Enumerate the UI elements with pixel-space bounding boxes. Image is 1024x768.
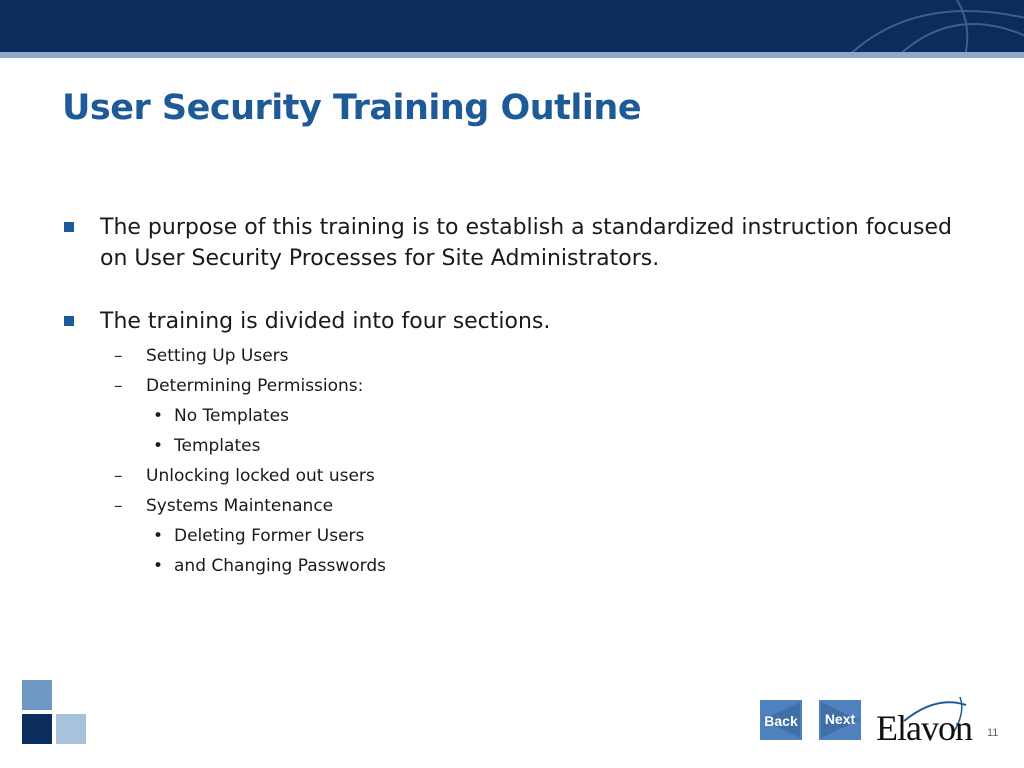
section-item [100, 371, 962, 461]
bullet-text: The training is divided into four sections. [100, 309, 551, 334]
logo-text: Elavon [876, 708, 972, 748]
square-decoration [22, 680, 52, 710]
header-arc-decoration [804, 0, 1024, 52]
section-item [100, 461, 962, 491]
bullet-list [62, 212, 962, 581]
section-item [100, 341, 962, 371]
header-band [0, 0, 1024, 52]
next-button[interactable] [819, 700, 861, 740]
decorative-squares [22, 680, 92, 744]
subsection-list [146, 401, 962, 461]
next-button-label: Next [824, 711, 856, 727]
page-number: 11 [987, 727, 999, 739]
section-label: Unlocking locked out users [146, 466, 375, 486]
dash-marker: – [114, 496, 123, 516]
subsection-list [146, 521, 962, 581]
subsection-item [146, 551, 962, 581]
bullet-text: The purpose of this training is to establish a standardized instruction focused on User Security Processes for Site Administrators. [100, 215, 952, 271]
subsection-item [146, 521, 962, 551]
dash-marker: – [114, 376, 123, 396]
square-bullet-icon [64, 222, 74, 232]
subsection-item [146, 401, 962, 431]
dot-marker: • [153, 436, 164, 456]
section-label: Setting Up Users [146, 346, 289, 366]
bullet-purpose [62, 212, 962, 274]
dot-marker: • [153, 406, 164, 426]
dot-marker: • [153, 556, 164, 576]
section-label: Systems Maintenance [146, 496, 334, 516]
dot-marker: • [153, 526, 164, 546]
header-stripe [0, 52, 1024, 58]
section-list [100, 341, 962, 581]
elavon-logo [874, 695, 979, 748]
subsection-label: Templates [174, 436, 261, 456]
subsection-label: Deleting Former Users [174, 526, 365, 546]
slide-title: User Security Training Outline [62, 88, 642, 128]
section-label: Determining Permissions: [146, 376, 364, 396]
section-item [100, 491, 962, 581]
subsection-label: No Templates [174, 406, 289, 426]
back-button-label: Back [764, 713, 798, 729]
subsection-label: and Changing Passwords [174, 556, 386, 576]
dash-marker: – [114, 466, 123, 486]
bullet-sections [62, 306, 962, 581]
subsection-item [146, 431, 962, 461]
dash-marker: – [114, 346, 123, 366]
back-button[interactable] [760, 700, 802, 740]
square-bullet-icon [64, 316, 74, 326]
square-decoration [56, 714, 86, 744]
square-decoration [22, 714, 52, 744]
